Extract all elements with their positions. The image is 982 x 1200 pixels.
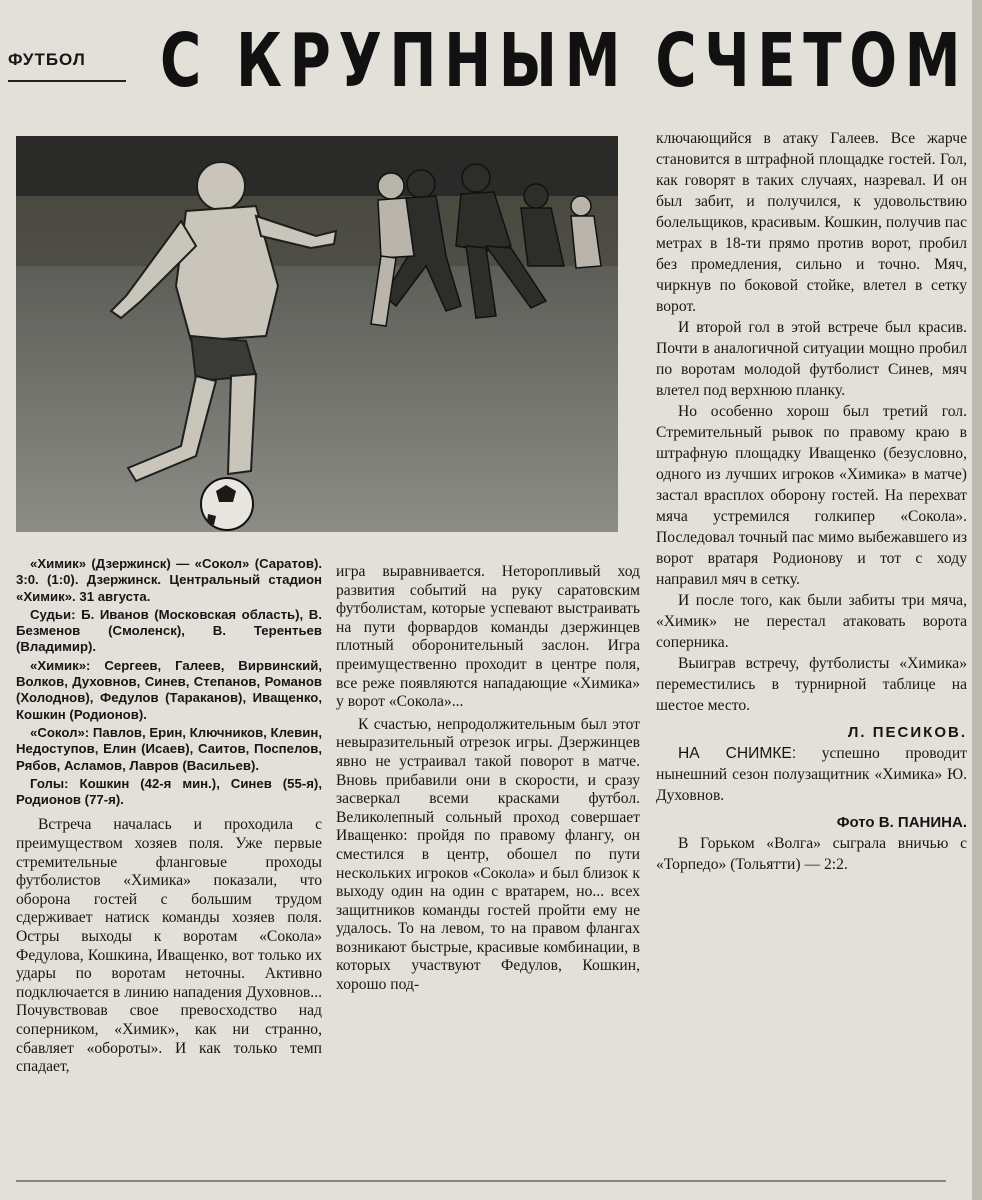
author-signature: Л. ПЕСИКОВ. [847,724,967,741]
article-paragraph: Встреча началась и проходила с преимуществом хозяев поля. Уже первые стремительные фланговые проходы футболистов «Химика» показали, что оборона гостей с большим трудом сдерживает натиск команды хозяев поля. Остры выходы к воротам «Сокола» Федулова, Кошкина, Иващенко, вот только их удары по воротам неточны. Активно подключается в линию нападения Духовнов... Почувствовав свое превосходство над соперником, «Химик», как ни странно, сбавляет «обороты». И как только темп спадает, [16,816,322,1076]
article-paragraph: Но особенно хорош был третий гол. Стремительный рывок по правому краю в штрафную площадку Иващенко (безусловно, одного из лучших игроков «Химика» в матче) застал врасплох оборону гостей. На перехват мяча устремился голкипер «Сокола». Последовал точный пас мимо выбежавшего из ворот вратаря Родионову и тот с ходу направил мяч в сетку. [656,403,967,588]
photo-credit: Фото В. ПАНИНА. [836,814,967,831]
column-2 [336,563,640,995]
article-paragraph: Выиграв встречу, футболисты «Химика» переместились в турнирной таблице на шестое место. [656,655,967,714]
news-note: В Горьком «Волга» сыграла вничью с «Торпедо» (Тольятти) — 2:2. [656,835,967,873]
column-3 [656,128,967,875]
article-paragraph: К счастью, непродолжительным был этот невыразительный отрезок игры. Дзержинцев явно не устраивал такой поворот в матче. Вновь прибавили они в скорости, и сразу засверкал всеми красками футбол. Великолепный сольный проход совершает Иващенко: пройдя по правому флангу, он сместился в центр, обошел по пути нескольких игроков «Сокола» и был близок к выходу один на один с вратарем, но... всех защитников команды гостей пройти ему не удалось. То на левом, то на правом флангах возникают быстрые, красивые комбинации, в которых участвуют Федулов, Кошкин, хорошо под- [336,715,640,994]
referees-line: Судьи: Б. Иванов (Московская область), В. Безменов (Смоленск), В. Терентьев (Владимир). [16,606,322,655]
article-paragraph: игра выравнивается. Неторопливый ход развития событий на руку саратовским футболистам, которые успевают выстраивать на пути форвардов команды дзержинцев плотный оборонительный заслон. Игра преимущественно проходит в центре поля, все реже появляются нападающие «Химика» у ворот «Сокола»... [336,563,640,711]
goals-line: Голы: Кошкин (42-я мин.), Синев (55-я), Родионов (77-я). [16,775,322,808]
match-result-block [16,556,322,808]
headline: С КРУПНЫМ СЧЕТОМ [160,18,969,104]
result-line: «Химик» (Дзержинск) — «Сокол» (Саратов). 3:0. (1:0). Дзержинск. Центральный стадион «Химик». 31 августа. [16,556,322,604]
section-label: ФУТБОЛ [8,50,126,82]
article-paragraph: И второй гол в этой встрече был красив. Почти в аналогичной ситуации мощно пробил по воротам молодой футболист Синев, мяч влетел под верхнюю планку. [656,319,967,399]
photo-caption [656,743,967,806]
article-paragraph: ключающийся в атаку Галеев. Все жарче становится в штрафной площадке гостей. Гол, как говорят в таких случаях, назревал. И он был забит, и получился, к удовольствию болельщиков, красивым. Кошкин, получив пас метрах в 18-ти прямо против ворот, пробил без промедления, сильно и точно. Мяч, чиркнув по боковой стойке, влетел в сетку ворот. [656,130,967,315]
article-paragraph: И после того, как были забиты три мяча, «Химик» не перестал атаковать ворота соперника. [656,592,967,651]
page-edge [972,0,982,1200]
khimik-lineup: «Химик»: Сергеев, Галеев, Вирвинский, Волков, Духовнов, Синев, Степанов, Романов (Холоднов), Федулов (Тараканов), Иващенко, Кошкин (Родионов). [16,657,322,722]
bottom-divider [16,1180,946,1182]
caption-text: успешно проводит нынешний сезон полузащитник «Химика» Ю. Духовнов. [656,745,967,804]
caption-label: НА СНИМКЕ: [678,745,797,762]
match-photo-image [16,136,618,532]
column-1 [16,556,322,1077]
sokol-lineup: «Сокол»: Павлов, Ерин, Ключников, Клевин, Недоступов, Елин (Исаев), Саитов, Поспелов, Рябов, Асламов, Лавров (Васильев). [16,724,322,773]
match-photo [16,136,618,532]
